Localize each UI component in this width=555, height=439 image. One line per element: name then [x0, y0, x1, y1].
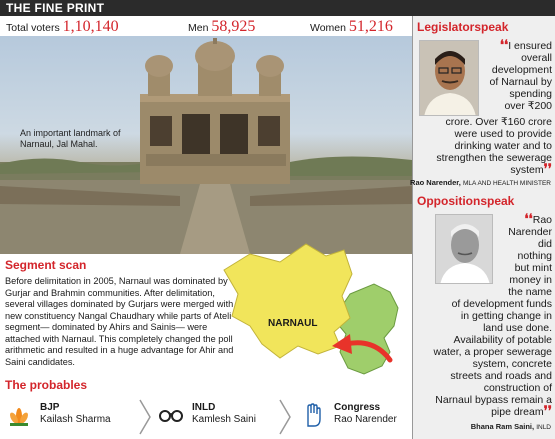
lotus-icon: [6, 402, 32, 428]
quote-line: land use done.: [483, 322, 552, 334]
opposition-quote-rest: [417, 298, 552, 418]
candidate-name: Kamlesh Saini: [192, 414, 256, 425]
candidate-bjp: [6, 396, 136, 439]
quote-line: but mint: [514, 262, 552, 274]
quote-line: streets and roads and: [450, 370, 552, 382]
opposition-role: INLD: [536, 424, 551, 431]
quote-line: in getting change in: [460, 310, 552, 322]
quote-line: Narnaul bypass remain a: [435, 394, 552, 406]
quote-line: overall: [521, 52, 552, 64]
map-label-narnaul: NARNAUL: [268, 318, 318, 329]
total-voters-stat: [6, 18, 119, 36]
total-voters-value: 1,10,140: [62, 18, 119, 35]
voter-stats: [0, 16, 412, 36]
segment-scan-title: Segment scan: [5, 258, 87, 272]
header-bar: [0, 0, 555, 16]
divider-chevron: [278, 398, 292, 436]
candidate-congress: [300, 396, 410, 439]
legislator-portrait: [419, 40, 479, 116]
divider-chevron: [138, 398, 152, 436]
quote-line: were used to provide: [454, 128, 552, 140]
quote-line: Narender: [508, 226, 552, 238]
jal-mahal-photo: [0, 36, 412, 254]
total-voters-label: Total voters: [6, 22, 60, 34]
legislator-photo: [420, 41, 479, 116]
quote-line: development: [491, 64, 552, 76]
opposition-name: Bhana Ram Saini,: [470, 422, 535, 431]
quote-line: pipe dream: [491, 406, 544, 418]
narnaul-district-shape: [224, 244, 352, 358]
probables-title: The probables: [5, 378, 88, 392]
legislator-quote-rest: [417, 116, 552, 176]
opposition-portrait: [435, 214, 493, 284]
quote-line: the name: [508, 286, 552, 298]
hand-icon: [300, 402, 326, 428]
legislator-role: MLA AND HEALTH MINISTER: [462, 180, 551, 187]
photo-caption: An important landmark of Narnaul, Jal Mahal.: [20, 128, 121, 149]
quote-line: I ensured: [508, 40, 552, 52]
quote-line: Availability of potable: [453, 334, 552, 346]
probables-row: [0, 396, 412, 439]
quote-open-icon: ❛❛: [499, 37, 509, 52]
opposition-quote-top: [493, 211, 552, 298]
quote-line: system, concrete: [472, 358, 552, 370]
candidate-name: Rao Narender: [334, 414, 397, 425]
men-label: Men: [188, 22, 209, 34]
quote-open-icon: ❛❛: [524, 211, 533, 226]
women-stat: [310, 18, 393, 36]
quote-line: of development funds: [451, 298, 552, 310]
candidate-party: Congress: [334, 402, 381, 413]
page-title: THE FINE PRINT: [6, 1, 105, 15]
quote-line: over ₹200: [504, 100, 552, 112]
quote-line: system: [510, 164, 544, 176]
legislator-speak-title: Legislatorspeak: [417, 20, 509, 34]
quote-line: water, a proper sewerage: [433, 346, 552, 358]
women-value: 51,216: [348, 18, 393, 35]
men-stat: [188, 18, 255, 36]
candidate-party: BJP: [40, 402, 60, 413]
legislator-quote-top: [479, 37, 552, 112]
quote-line: of Narnaul by: [489, 76, 552, 88]
legislator-name: Rao Narender,: [410, 178, 461, 187]
candidate-party: INLD: [192, 402, 216, 413]
candidate-name: Kailash Sharma: [40, 414, 111, 425]
quote-line: construction of: [483, 382, 552, 394]
spectacles-icon: [158, 402, 184, 428]
opposition-photo: [436, 215, 493, 284]
narnaul-map: [214, 234, 414, 384]
opposition-attribution: [471, 422, 551, 431]
opposition-speak-title: Oppositionspeak: [417, 194, 515, 208]
quote-line: nothing: [517, 250, 552, 262]
quotes-sidebar: [412, 16, 555, 439]
candidate-inld: [158, 396, 276, 439]
quote-close-icon: ❜❜: [543, 403, 552, 418]
men-value: 58,925: [211, 18, 256, 35]
quote-line: did: [537, 238, 552, 250]
women-label: Women: [310, 22, 346, 34]
quote-line: drinking water and to: [454, 140, 552, 152]
quote-close-icon: ❜❜: [543, 161, 552, 176]
segment-scan-body: Before delimitation in 2005, Narnaul was dominated by Gurjar and Brahmin communities. After delimitation, several villages dominated by Gurjars were merged with new constituency Nangal Chaudhary while parts of Ateli segment— dominated by Ahirs and Sainis— were attached with Narnaul. This completely changed the poll arithmetic and resulted in a huge advantage for Ahir and Saini candidates.: [5, 276, 234, 367]
quote-line: crore. Over ₹160 crore: [445, 116, 552, 128]
quote-line: spending: [509, 88, 552, 100]
quote-line: money in: [509, 274, 552, 286]
quote-line: strengthen the sewerage: [436, 152, 552, 164]
quote-line: Rao: [532, 214, 552, 226]
legislator-attribution: [410, 178, 551, 187]
